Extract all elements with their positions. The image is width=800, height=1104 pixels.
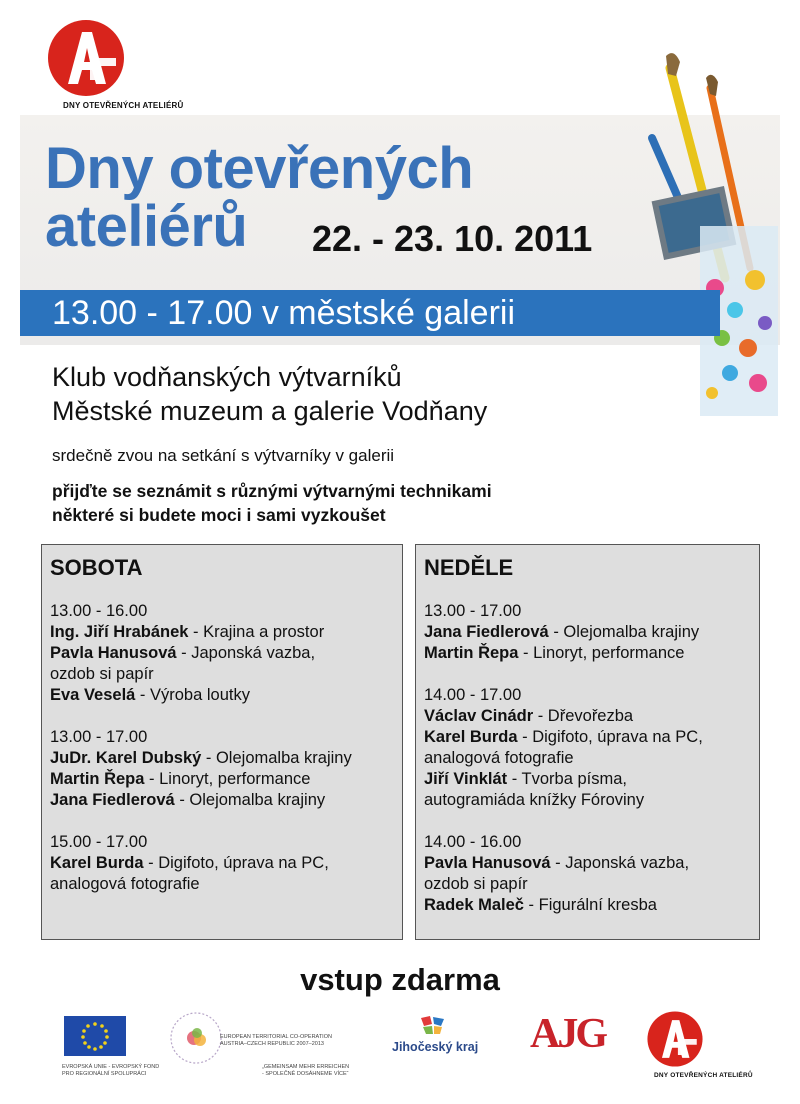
event-dates: 22. - 23. 10. 2011	[312, 218, 593, 259]
schedule-entry: Karel Burda - Digifoto, úprava na PC,	[424, 728, 703, 746]
region-emblem-icon	[418, 1014, 448, 1036]
ajg-logo: AJG	[530, 1011, 605, 1057]
schedule-entry-cont: ozdob si papír	[424, 875, 528, 893]
saturday-box	[41, 544, 403, 940]
schedule-entry: Karel Burda - Digifoto, úprava na PC,	[50, 854, 329, 872]
organizer-line-2: Městské muzeum a galerie Vodňany	[52, 396, 488, 426]
schedule-slot	[424, 832, 703, 916]
title-line-1: Dny otevřených	[45, 136, 474, 201]
schedule-entry-cont: autogramiáda knížky Fóroviny	[424, 791, 645, 809]
schedule-entry: JuDr. Karel Dubský - Olejomalba krajiny	[50, 749, 352, 767]
footer-logo	[646, 1010, 704, 1073]
slot-time: 14.00 - 17.00	[424, 686, 522, 704]
schedule-slot	[424, 685, 703, 811]
free-entry: vstup zdarma	[300, 962, 500, 997]
logo-a-icon	[46, 18, 126, 98]
call-line-2: některé si budete moci i sami vyzkoušet	[52, 505, 386, 525]
brushes-illustration	[640, 48, 780, 428]
schedule-entry: Jana Fiedlerová - Olejomalba krajiny	[50, 791, 326, 809]
logo-caption: DNY OTEVŘENÝCH ATELIÉRŮ	[63, 101, 184, 110]
cz-at-cooperation-logo	[168, 1010, 224, 1071]
schedule-entry-cont: analogová fotografie	[424, 749, 574, 767]
schedule-entry: Eva Veselá - Výroba loutky	[50, 686, 250, 704]
eu-flag-icon	[64, 1016, 126, 1056]
jihocesky-kraj: Jihočeský kraj	[392, 1040, 479, 1054]
schedule-entry: Radek Maleč - Figurální kresba	[424, 896, 657, 914]
sunday-heading: NEDĚLE	[424, 555, 514, 580]
schedule-entry: Pavla Hanusová - Japonská vazba,	[50, 644, 316, 662]
schedule-entry-cont: analogová fotografie	[50, 875, 200, 893]
invite-text: srdečně zvou na setkání s výtvarníky v galerii	[52, 446, 395, 465]
slot-time: 15.00 - 17.00	[50, 833, 148, 851]
schedule-entry: Pavla Hanusová - Japonská vazba,	[424, 854, 690, 872]
schedule-entry: Jana Fiedlerová - Olejomalba krajiny	[424, 623, 700, 641]
schedule-entry: Martin Řepa - Linoryt, performance	[50, 770, 311, 788]
logo-a-icon	[646, 1010, 704, 1068]
time-place-text: 13.00 - 17.00 v městské galerii	[52, 294, 516, 332]
sunday-schedule	[424, 601, 703, 937]
call-line-1: přijďte se seznámit s různými výtvarnými technikami	[52, 481, 492, 501]
sunday-box	[415, 544, 760, 940]
eu-caption: EVROPSKÁ UNIE - EVROPSKÝ FOND PRO REGIONÁLNÍ SPOLUPRÁCI	[62, 1064, 160, 1077]
jihocesky-emblem	[418, 1014, 448, 1041]
slot-time: 14.00 - 16.00	[424, 833, 522, 851]
schedule-entry: Ing. Jiří Hrabánek - Krajina a prostor	[50, 623, 325, 641]
slot-time: 13.00 - 17.00	[50, 728, 148, 746]
organizer-line-1: Klub vodňanských výtvarníků	[52, 362, 402, 392]
title-line-2: ateliérů	[45, 194, 248, 259]
schedule-entry: Václav Cinádr - Dřevořezba	[424, 707, 634, 725]
header-logo	[46, 18, 126, 98]
etc-caption: EUROPEAN TERRITORIAL CO-OPERATION AUSTRIA–CZECH REPUBLIC 2007–2013	[220, 1034, 332, 1047]
eu-flag	[64, 1016, 126, 1061]
schedule-slot	[50, 832, 352, 895]
schedule-slot	[424, 601, 703, 664]
schedule-entry: Jiří Vinklát - Tvorba písma,	[424, 770, 627, 788]
cooperation-seal-icon	[168, 1010, 224, 1066]
schedule-entry-cont: ozdob si papír	[50, 665, 154, 683]
saturday-heading: SOBOTA	[50, 555, 143, 580]
footer-logo-caption: DNY OTEVŘENÝCH ATELIÉRŮ	[654, 1072, 753, 1079]
schedule-slot	[50, 601, 352, 706]
slot-time: 13.00 - 16.00	[50, 602, 148, 620]
slot-time: 13.00 - 17.00	[424, 602, 522, 620]
saturday-schedule	[50, 601, 352, 916]
etc-slogan: „GEMEINSAM MEHR ERREICHEN - SPOLEČNĚ DOSÁHNEME VÍCE“	[262, 1064, 350, 1077]
schedule-entry: Martin Řepa - Linoryt, performance	[424, 644, 685, 662]
schedule-slot	[50, 727, 352, 811]
